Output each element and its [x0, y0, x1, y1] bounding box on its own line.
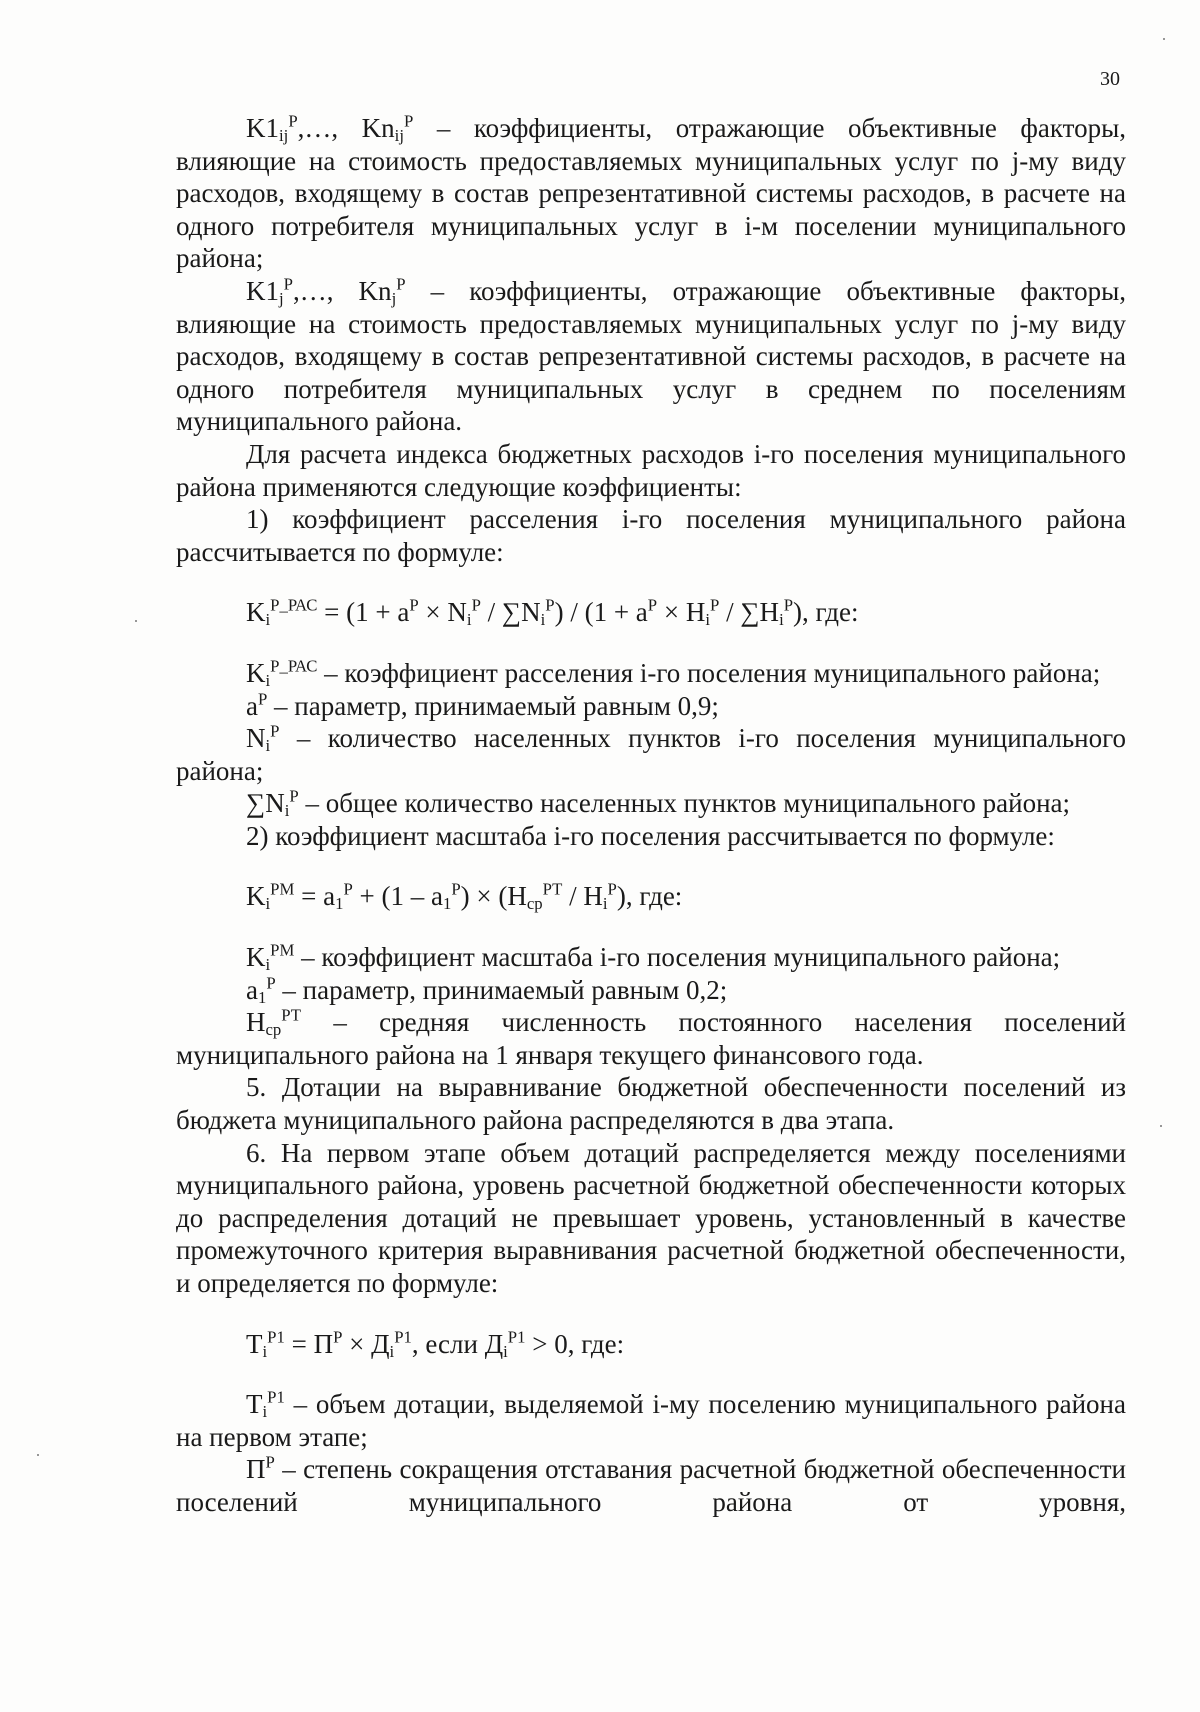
paragraph-kn-ij: $K1_{ij}^P,\dots$, $Kn_{ij}^P$ – коэффициенты, отражающие объективные факторы, влияющие на стоимость предоставляемых муниципальных услуг по j-му виду расходов, входящему в состав репрезентативной системы расходов, в расчете на одного потребителя муниципальных услуг в i-м поселении муниципального района; [176, 111, 1127, 274]
paragraph-scale-coef: 2) коэффициент масштаба i-го поселения рассчитывается по формуле: [246, 820, 1055, 851]
formula-settlement: $K_i^{P\_РАС} = (1 + a^P \times N_i^P / \sum N_i^P) / (1 + a^P \times H_i^P / \sum H_i^P)$, где: [246, 595, 859, 630]
definition-sum-n: $\sum N_i^P$ – общее количество населенных пунктов муниципального района; [246, 786, 1070, 821]
paragraph-budget-index: Для расчета индекса бюджетных расходов i-го поселения муниципального района применяются следующие коэффициенты: [176, 438, 1126, 502]
scan-speck [37, 1454, 39, 1456]
paragraph-kn-j: $K1_j^P,\dots$, $Kn_j^P$ – коэффициенты, отражающие объективные факторы, влияющие на стоимость предоставляемых муниципальных услуг по j-му виду расходов, входящему в состав репрезентативной системы расходов, в расчете на одного потребителя муниципальных услуг в среднем по поселениям муниципального района. [176, 274, 1127, 437]
formula-scale: $K_i^{РМ} = a_1^P + (1 - a_1^P) \times (H_{ср}^{РТ} / H_i^P)$, где: [246, 880, 683, 914]
paragraph-item-5: 5. Дотации на выравнивание бюджетной обеспеченности поселений из бюджета муниципального района распределяются в два этапа. [176, 1072, 1126, 1136]
scan-speck [1160, 1125, 1162, 1127]
scan-speck [135, 620, 137, 622]
formula-first-stage: $T_i^{P1} = П^P \times Д_i^{P1}$, если $Д_i^{P1} > 0$, где: [246, 1327, 625, 1361]
definition-n: $N_i^P$ – количество населенных пунктов i-го поселения муниципального района; [176, 721, 1126, 786]
document-body [176, 112, 1126, 1519]
paragraph-item-6: 6. На первом этапе объем дотаций распределяется между поселениями муниципального района, уровень расчетной бюджетной обеспеченности которых до распределения дотаций не превышает уровень, установленный в качестве промежуточного критерия выравнивания расчетной бюджетной обеспеченности, и определяется по формуле: [176, 1137, 1126, 1298]
definition-t: $T_i^{P1}$ – объем дотации, выделяемой i-му поселению муниципального района на первом этапе; [176, 1387, 1126, 1452]
definition-pi: $П^P$ – степень сокращения отставания расчетной бюджетной обеспеченности поселений муниципального района от уровня, [176, 1453, 1126, 1517]
definition-k-pm: $K_i^{РМ}$ – коэффициент масштаба i-го поселения муниципального района; [246, 940, 1061, 975]
scan-speck [1163, 38, 1165, 40]
definition-a1: $a_1^P$ – параметр, принимаемый равным 0,2; [246, 973, 728, 1007]
definition-k-pac: $K_i^{P\_РАС}$ – коэффициент расселения i-го поселения муниципального района; [246, 656, 1101, 691]
definition-a: $a^P$ – параметр, принимаемый равным 0,9; [246, 689, 719, 721]
definition-h-cp: $H_{ср}^{РТ}$ – средняя численность постоянного населения поселений муниципального района на 1 января текущего финансового года. [176, 1005, 1126, 1070]
paragraph-settlement-coef: 1) коэффициент расселения i-го поселения муниципального района рассчитывается по формуле: [176, 504, 1126, 567]
page-number: 30 [1100, 68, 1120, 90]
